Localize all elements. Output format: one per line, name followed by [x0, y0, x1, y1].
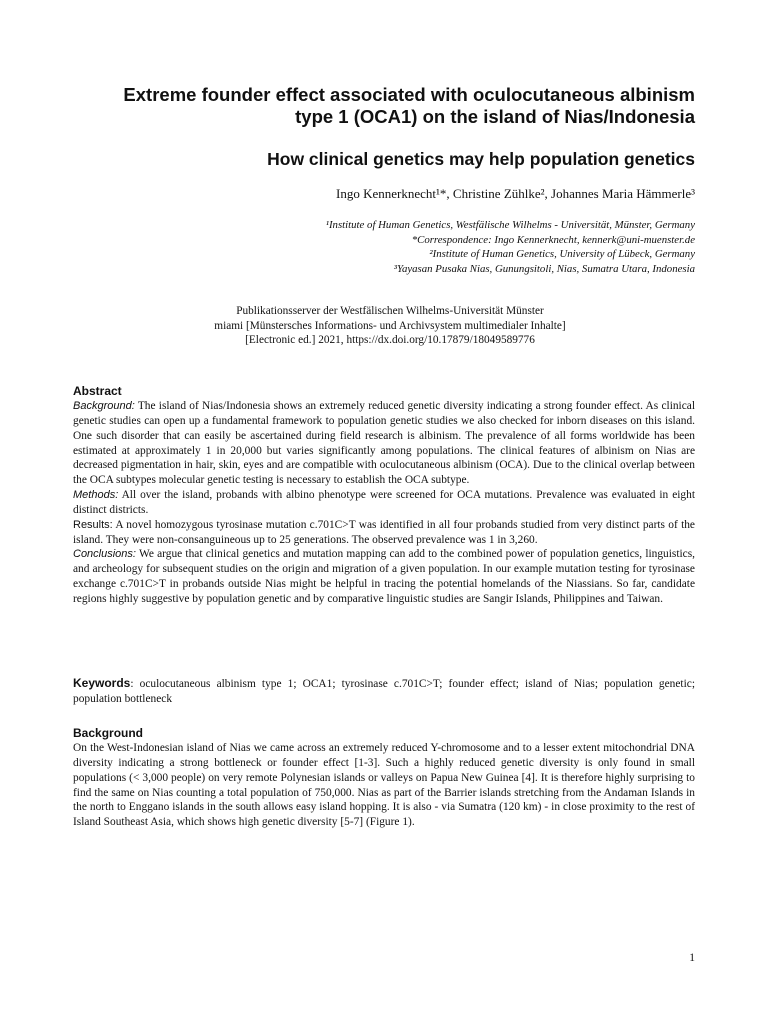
title-line-2: type 1 (OCA1) on the island of Nias/Indonesia [295, 106, 695, 127]
paper-title [60, 84, 695, 128]
background-text: The island of Nias/Indonesia shows an extremely reduced genetic diversity indicating a strong founder effect. As clinical genetic studies can open up a fundamental framework to population genetic studies we also checked for inborn diseases on this island. One such disorder that can easily be ascertained during field research is albinism. The prevalence of all forms worldwide has been estimated at approximately 1 in 20,000 but varies significantly among populations. The clinical features of albinism on Nias are decreased pigmentation in hair, skin, eyes and are compatible with oculocutaneous albinism (OCA). Due to the clinical overlap between the OCA subtypes molecular genetic testing is necessary to establish the OCA subtype. [73, 400, 695, 487]
affiliation-3: ³Yayasan Pusaka Nias, Gunungsitoli, Nias, Sumatra Utara, Indonesia [393, 262, 695, 275]
methods-label: Methods: [73, 489, 119, 502]
conclusions-label: Conclusions: [73, 548, 136, 561]
results-label: Results: [73, 518, 113, 531]
author-list: Ingo Kennerknecht¹*, Christine Zühlke², Johannes Maria Hämmerle³ [336, 186, 695, 201]
abstract-methods-paragraph [73, 488, 695, 518]
paper-subtitle: How clinical genetics may help population genetics [267, 149, 695, 169]
background-paragraph: On the West-Indonesian island of Nias we came across an extremely reduced Y-chromosome and to a lesser extent mitochondrial DNA diversity indicating a strong bottleneck or founder effect [1-3]. Such a highly reduced genetic diversity is only found in small populations (< 3,000 people) on very remote Polynesian islands or valleys on Papua New Guinea [4]. It is therefore highly surprising to find the same on Nias counting a total population of 750,000. Nias as part of the Barrier islands stretching from the Andaman Islands in the north to Enggano islands in the south allows easy island hopping. It is also - via Sumatra (120 km) - in close proximity to the rest of Island Southeast Asia, which shows high genetic diversity [5-7] (Figure 1). [73, 742, 695, 829]
results-text: A novel homozygous tyrosinase mutation c.701C>T was identified in all four probands studied from very distinct parts of the island. They were non-consanguineous up to 25 generations. The observed prevalence was 1 in 3,260. [73, 518, 695, 546]
title-line-1: Extreme founder effect associated with oculocutaneous albinism [123, 84, 695, 105]
publication-server: Publikationsserver der Westfälischen Wilhelms-Universität Münster [236, 305, 544, 317]
methods-text: All over the island, probands with albino phenotype were screened for OCA mutations. Prevalence was evaluated in eight distinct districts. [73, 489, 695, 516]
abstract-results-paragraph [73, 518, 695, 548]
keywords-text: : oculocutaneous albinism type 1; OCA1; tyrosinase c.701C>T; founder effect; island of Nias; population genetic; population bottleneck [73, 678, 695, 705]
conclusions-text: We argue that clinical genetics and mutation mapping can add to the combined power of population genetics, linguistics, and archeology for subsequent studies on the origin and migration of a given population. In our example mutation testing for tyrosinase exchange c.701C>T in probands outside Nias might be helpful in tracing the potential homelands of the Niassians. So far, candidate regions highly suggestive by population genetic and by comparative linguistic studies are Sangir Islands, Philippines and Taiwan. [73, 548, 695, 605]
abstract-background-paragraph [73, 399, 695, 488]
page-number: 1 [689, 952, 695, 964]
affiliations [60, 218, 695, 276]
publication-doi: [Electronic ed.] 2021, https://dx.doi.org/10.17879/18049589776 [245, 334, 535, 346]
correspondence: *Correspondence: Ingo Kennerknecht, kennerk@uni-muenster.de [411, 233, 695, 246]
abstract-heading: Abstract [73, 384, 122, 398]
publication-archive: miami [Münstersches Informations- und Archivsystem multimedialer Inhalte] [214, 319, 566, 332]
publication-info [140, 304, 640, 348]
keywords-section [73, 676, 695, 707]
background-section [73, 726, 695, 830]
background-heading: Background [73, 726, 144, 740]
background-label: Background: [73, 400, 135, 412]
keywords-paragraph [73, 676, 695, 707]
abstract-conclusions-paragraph [73, 547, 695, 606]
abstract-section [73, 384, 695, 607]
affiliation-1: ¹Institute of Human Genetics, Westfälische Wilhelms - Universität, Münster, Germany [325, 219, 695, 231]
affiliation-2: ²Institute of Human Genetics, University of Lübeck, Germany [429, 248, 695, 261]
keywords-label: Keywords [73, 676, 131, 690]
